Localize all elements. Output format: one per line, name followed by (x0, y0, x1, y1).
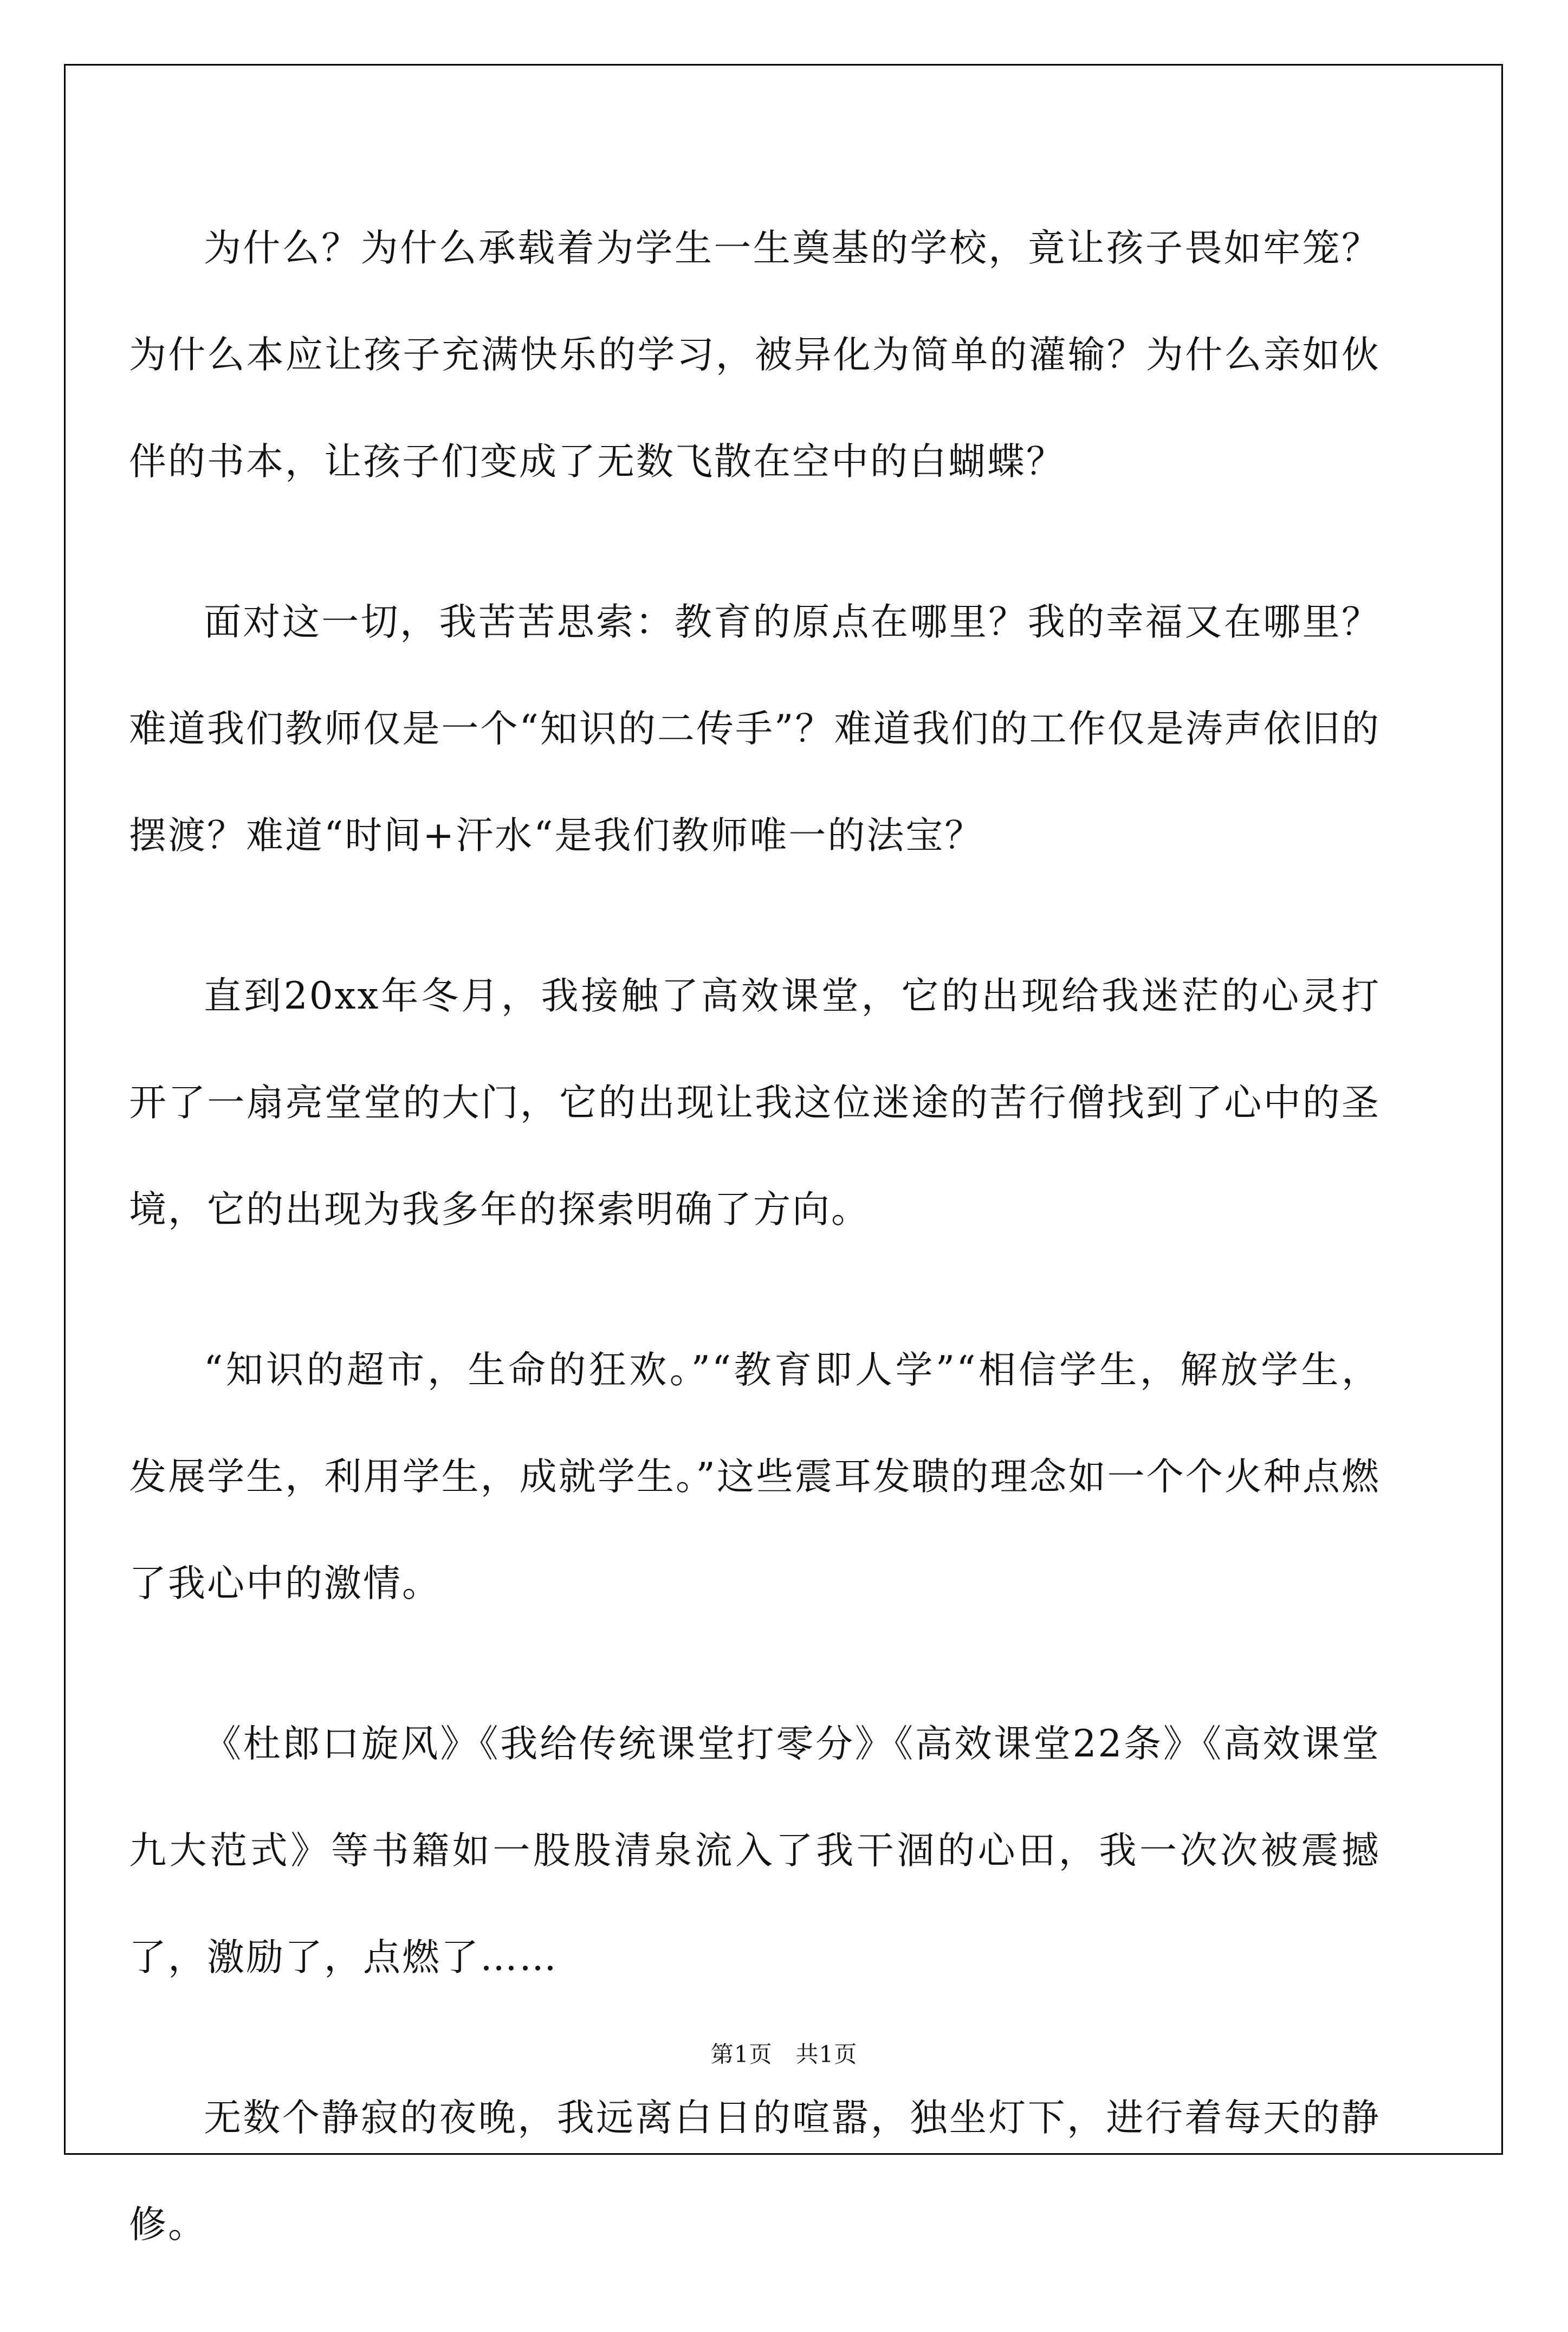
document-body (129, 195, 1381, 2332)
page-footer: 第1页 共1页 (710, 2041, 858, 2068)
paragraph-6: 无数个静寂的夜晚，我远离白日的喧嚣，独坐灯下，进行着每天的静修。 (129, 2096, 1381, 2246)
paragraph-2: 面对这一切，我苦苦思索：教育的原点在哪里？我的幸福又在哪里？难道我们教师仅是一个“知识的二传手”？难道我们的工作仅是涛声依旧的摆渡？难道“时间+汗水“是我们教师唯一的法宝？ (129, 600, 1381, 857)
paragraph-1: 为什么？为什么承载着为学生一生奠基的学校，竟让孩子畏如牢笼？为什么本应让孩子充满快乐的学习，被异化为简单的灌输？为什么亲如伙伴的书本，让孩子们变成了无数飞散在空中的白蝴蝶？ (129, 227, 1381, 483)
paragraph-4: “知识的超市，生命的狂欢。”“教育即人学”“相信学生，解放学生，发展学生，利用学生，成就学生。”这些震耳发聩的理念如一个个火种点燃了我心中的激情。 (129, 1348, 1381, 1605)
paragraph-5: 《杜郎口旋风》《我给传统课堂打零分》《高效课堂22条》《高效课堂九大范式》等书籍如一股股清泉流入了我干涸的心田，我一次次被震撼了，激励了，点燃了…… (129, 1722, 1381, 1979)
paragraph-3: 直到20xx年冬月，我接触了高效课堂，它的出现给我迷茫的心灵打开了一扇亮堂堂的大门，它的出现让我这位迷途的苦行僧找到了心中的圣境，它的出现为我多年的探索明确了方向。 (129, 974, 1381, 1231)
